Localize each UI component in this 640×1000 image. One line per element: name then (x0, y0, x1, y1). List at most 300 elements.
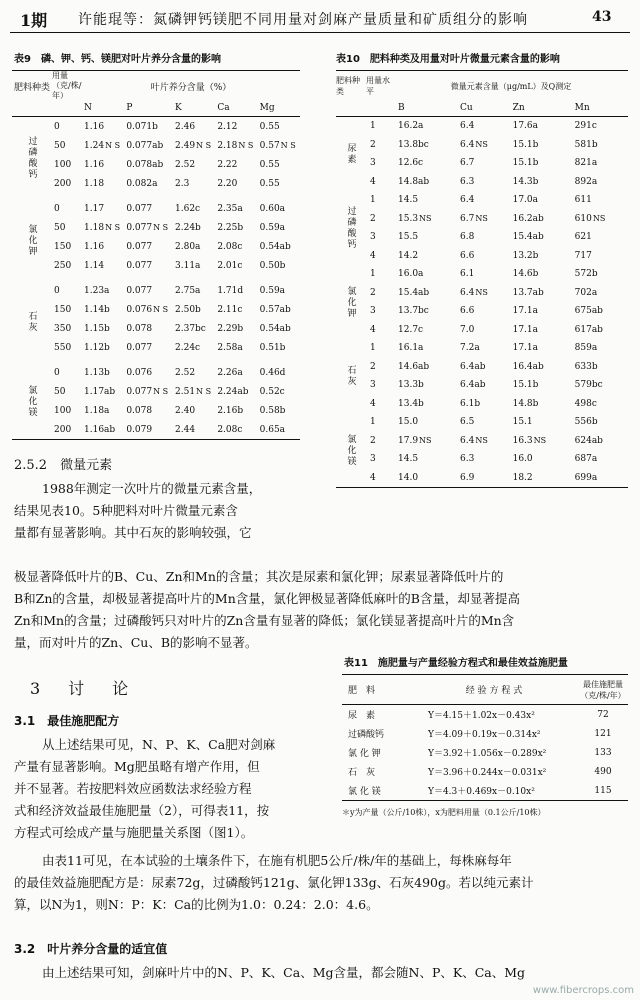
table10-row (336, 117, 628, 136)
table10-cell: 699a (574, 472, 598, 483)
table10-cell: 633b (574, 361, 598, 372)
table9-cell: 550 (54, 342, 72, 353)
table10-header-group: 微量元素含量（μg/mL）及Q测定 (450, 81, 572, 91)
table9-cell: 2.46 (175, 121, 196, 132)
text-line: 并不显著。若按肥料效应函数法求经验方程 (14, 781, 252, 796)
table9-cell: 0.077N S (126, 386, 169, 397)
table9-cell: 2.44 (175, 424, 196, 435)
table10-cell: 16.4ab (512, 361, 544, 372)
table10-cell: 6.3 (460, 176, 475, 187)
table10-cell: 16.3NS (512, 435, 547, 446)
table9-cell: 0.55 (259, 178, 280, 189)
table10-cell: 14.6ab (398, 361, 430, 372)
table9-cell: 0.59a (259, 222, 286, 233)
ns-mark: N S (280, 140, 296, 150)
table9-cell: 50 (54, 140, 66, 151)
table9-cell: 0.078 (126, 405, 153, 416)
table10-row (336, 284, 628, 303)
table9-header-p: P (126, 103, 133, 113)
table9-row (12, 237, 300, 256)
table9-cell: 0.55 (259, 159, 280, 170)
ns-mark: NS (592, 213, 606, 223)
table9-cell: 0 (54, 367, 60, 378)
table9-cell: 1.16 (84, 121, 105, 132)
table9-cell: 0.57ab (259, 304, 291, 315)
table9-cell: 0 (54, 285, 60, 296)
table10-cell: 610NS (574, 213, 606, 224)
table9-cell: 0.54ab (259, 241, 291, 252)
table11-equation: Y＝3.96＋0.244x－0.031x² (428, 768, 547, 778)
table10-header-cu: Cu (460, 103, 473, 113)
text-line: 方程式可绘成产量与施肥量关系图（图1）。 (14, 825, 254, 840)
table9-row (12, 401, 300, 420)
table10-cell: 17.6a (512, 121, 539, 132)
table9-cell: 2.08c (217, 424, 243, 435)
table11-fert: 氯 化 钾 (348, 749, 381, 759)
table10-row (336, 358, 628, 377)
table11-equation: Y＝3.92＋1.056x－0.289x² (428, 749, 547, 759)
table10-cell: 6.8 (460, 232, 475, 243)
table9-row (12, 338, 300, 363)
table10-cell: 2 (370, 361, 376, 372)
table10-cell: 14.0 (398, 472, 419, 483)
table10-row (336, 450, 628, 469)
table11-best: 72 (597, 709, 609, 720)
table9-cell: 50 (54, 222, 66, 233)
ns-mark: NS (475, 213, 488, 223)
table9-cell: 1.13b (84, 367, 110, 378)
table9-header-rate: 用量（克/株/年） (52, 71, 82, 100)
table9-cell: 2.75a (175, 285, 201, 296)
table10-cell: 16.2ab (512, 213, 544, 224)
table10-cell: 6.6 (460, 306, 475, 317)
table9-cell: 250 (54, 260, 72, 271)
table11-fert: 氯 化 镁 (348, 787, 381, 797)
table9-cell: 200 (54, 424, 72, 435)
table11-header-fert: 肥 料 (348, 686, 376, 696)
table9-header-blank (12, 101, 52, 117)
table9-cell: 2.24ab (217, 386, 249, 397)
table11-caption: 表11 施肥量与产量经验方程式和最佳效益施肥量 (344, 658, 568, 669)
table9-header-k: K (175, 103, 182, 113)
text-line: 结果见表10。5种肥料对叶片微量元素含 (14, 503, 238, 518)
table10-cell: 15.1 (512, 417, 533, 428)
table10-cell: 13.3b (398, 380, 424, 391)
table10-cell: 1 (370, 343, 376, 354)
ns-mark: NS (475, 139, 488, 149)
table10-cell: 6.4 (460, 195, 475, 206)
table9-cell: 2.20 (217, 178, 238, 189)
table11-note: ＊y为产量（公斤/10株），x为肥料用量（0.1公斤/10株） (342, 808, 546, 817)
table9-cell: 2.49N S (175, 140, 212, 151)
table9-cell: 100 (54, 159, 72, 170)
table9-cell: 0.51b (259, 342, 286, 353)
table10-fert-name: 尿素 (345, 143, 356, 165)
table10-cell: 892a (574, 176, 598, 187)
table10-cell: 1 (370, 269, 376, 280)
table10-row (336, 413, 628, 432)
table9-cell: 2.80a (175, 241, 201, 252)
table9-cell: 0.079 (126, 424, 153, 435)
table9-cell: 1.24N S (84, 140, 121, 151)
table9-cell: 0.52c (259, 386, 285, 397)
table9-header-mg: Mg (259, 103, 275, 113)
table9-header-n: N (84, 103, 92, 113)
table10-fert-name: 氯化钾 (345, 285, 356, 319)
table10-header-b: B (398, 103, 405, 113)
table9-cell: 1.14b (84, 304, 110, 315)
table10-cell: 579bc (574, 380, 603, 391)
ns-mark: N S (153, 304, 169, 314)
table10-cell: 4 (370, 324, 376, 335)
table11-equation: Y＝4.3＋0.469x－0.10x² (428, 787, 535, 797)
table10-cell: 621 (574, 232, 592, 243)
table10-row (336, 339, 628, 358)
table11-equation: Y＝4.15＋1.02x－0.43x² (428, 711, 535, 721)
table9-cell: 0.078 (126, 323, 153, 334)
table10-cell: 15.3NS (398, 213, 432, 224)
table9-cell: 100 (54, 405, 72, 416)
table9-fert-name: 氯化镁 (26, 384, 37, 418)
section-3-1-para2 (14, 850, 628, 916)
table10-cell: 15.1b (512, 380, 539, 391)
table10-cell: 17.9NS (398, 435, 432, 446)
table10-row (336, 265, 628, 284)
table9-cell: 1.15b (84, 323, 110, 334)
table10-cell: 15.0 (398, 417, 419, 428)
table9-row (12, 420, 300, 440)
table10-cell: 16.2a (398, 121, 424, 132)
table9-cell: 0.54ab (259, 323, 291, 334)
table10-cell: 15.5 (398, 232, 419, 243)
text-line: B和Zn的含量，却极显著提高叶片的Mn含量，氯化钾极显著降低麻叶的B含量，却显著提高 (14, 591, 520, 606)
text-line: 极显著降低叶片的B、Cu、Zn和Mn的含量；其次是尿素和氯化钾；尿素显著降低叶片的 (14, 569, 504, 584)
table9-row (12, 136, 300, 155)
ns-mark: NS (419, 435, 432, 445)
ns-mark: NS (475, 435, 488, 445)
table10-row (336, 432, 628, 451)
table10-cell: 16.0 (512, 454, 533, 465)
table9-row (12, 199, 300, 218)
table9-cell: 0.65a (259, 424, 286, 435)
table9-cell: 2.35a (217, 203, 243, 214)
table10-row (336, 191, 628, 210)
table9-cell: 1.23a (84, 285, 110, 296)
section-3-1-heading: 3.1 最佳施肥配方 (14, 714, 120, 728)
table9-cell: 2.01c (217, 260, 243, 271)
table10-cell: 15.4ab (512, 232, 544, 243)
table9-cell: 150 (54, 304, 72, 315)
table9-cell: 1.18N S (84, 222, 121, 233)
table10-cell: 2 (370, 435, 376, 446)
header-rule (10, 32, 630, 33)
table11-best: 121 (594, 728, 612, 739)
table9-caption: 表9 磷、钾、钙、镁肥对叶片养分含量的影响 (14, 54, 221, 65)
table10-header-fert: 肥料种类 (336, 76, 360, 96)
table9-cell: 0 (54, 203, 60, 214)
table10-cell: 13.2b (512, 250, 539, 261)
table9-cell: 50 (54, 386, 66, 397)
ns-mark: N S (238, 140, 254, 150)
ns-mark: NS (419, 213, 432, 223)
table11-fert: 尿 素 (348, 711, 376, 721)
table9-row (12, 256, 300, 281)
table11-fert: 过磷酸钙 (348, 730, 385, 740)
table11-equation: Y＝4.09＋0.19x－0.314x² (428, 730, 541, 740)
text-line: 算，以N为1，则N：P：K：Ca的比例为1.0：0.24：2.0：4.6。 (14, 897, 379, 912)
table10-cell: 2 (370, 139, 376, 150)
table9-cell: 1.71d (217, 285, 244, 296)
table10-cell: 13.8bc (398, 139, 429, 150)
table10-cell: 6.4NS (460, 139, 488, 150)
table9-cell: 1.16 (84, 241, 105, 252)
table9-cell: 2.18N S (217, 140, 254, 151)
table9-row (12, 218, 300, 237)
table11-header-best: 最佳施肥量（克/株/年） (580, 679, 626, 700)
table10-cell: 13.4b (398, 398, 424, 409)
ns-mark: N S (196, 386, 212, 396)
table10-cell: 17.1a (512, 324, 539, 335)
table9-header-fert: 肥料种类 (14, 82, 51, 93)
table10-cell: 4 (370, 472, 376, 483)
table11 (342, 674, 628, 818)
table9-row (12, 174, 300, 199)
section-3-2-para: 由上述结果可知，剑麻叶片中的N、P、K、Ca、Mg含量，都会随N、P、K、Ca、Mg (42, 965, 526, 980)
table9-row (12, 300, 300, 319)
table9-cell: 0.077 (126, 285, 153, 296)
table10-cell: 6.6 (460, 250, 475, 261)
table9-header-blank (52, 101, 82, 117)
ns-mark: N S (196, 140, 212, 150)
table9-cell: 2.58a (217, 342, 243, 353)
table10-cell: 18.2 (512, 472, 533, 483)
table11-row (342, 724, 628, 743)
table11-row (342, 743, 628, 762)
table10-cell: 611 (574, 195, 592, 206)
text-line: 式和经济效益最佳施肥量（2），可得表11，按 (14, 803, 270, 818)
ns-mark: N S (153, 386, 169, 396)
text-line: 由表11可见，在本试验的土壤条件下，在施有机肥5公斤/株/年的基础上，每株麻每年 (42, 853, 512, 868)
table10-row (336, 173, 628, 192)
table10-cell: 16.0a (398, 269, 424, 280)
table11-row (342, 705, 628, 725)
table9-fert-name: 氯化钾 (26, 223, 37, 257)
table10-header-mn: Mn (574, 103, 590, 113)
table9-cell: 2.24b (175, 222, 201, 233)
table10-row (336, 302, 628, 321)
table9-row (12, 363, 300, 382)
ns-mark: NS (533, 435, 547, 445)
table10-cell: 624ab (574, 435, 603, 446)
table10-cell: 3 (370, 454, 376, 465)
table9-row (12, 117, 300, 137)
table10-row (336, 395, 628, 414)
section-3-heading: 3 讨 论 (30, 679, 135, 698)
table9-cell: 1.16 (84, 159, 105, 170)
table10-cell: 13.7bc (398, 306, 429, 317)
table10-cell: 6.4ab (460, 380, 486, 391)
table10-fert-name: 过磷酸钙 (345, 206, 356, 250)
table10-cell: 14.2 (398, 250, 419, 261)
table10-cell: 14.5 (398, 454, 419, 465)
table10-cell: 12.7c (398, 324, 424, 335)
text-line: 量，而对叶片的Zn、Cu、B的影响不显著。 (14, 635, 258, 650)
table9-cell: 2.3 (175, 178, 190, 189)
table10-cell: 6.7 (460, 158, 475, 169)
text-line: 的最佳效益施肥配方是：尿素72g，过磷酸钙121g、氯化钾133g、石灰490g。若以纯元素计 (14, 875, 534, 890)
table10-cell: 2 (370, 213, 376, 224)
table9-cell: 0.60a (259, 203, 286, 214)
table9-row (12, 155, 300, 174)
table9-cell: 2.12 (217, 121, 238, 132)
table10-cell: 291c (574, 121, 597, 132)
table10-row (336, 376, 628, 395)
table9-cell: 2.52 (175, 367, 196, 378)
table9-fert-name: 石灰 (26, 311, 37, 333)
table9-cell: 0 (54, 121, 60, 132)
table10-cell: 1 (370, 195, 376, 206)
table10-cell: 702a (574, 287, 598, 298)
table10-cell: 2 (370, 287, 376, 298)
table9-cell: 2.26a (217, 367, 243, 378)
table10-cell: 498c (574, 398, 597, 409)
table10-row (336, 469, 628, 488)
table10-cell: 14.3b (512, 176, 539, 187)
table10-row (336, 136, 628, 155)
table9-cell: 1.18 (84, 178, 105, 189)
table9-header-group: 叶片养分含量（%） (150, 82, 232, 93)
table9-cell: 1.17ab (84, 386, 116, 397)
table10-cell: 15.1b (512, 139, 539, 150)
table11-row (342, 762, 628, 781)
table9-cell: 150 (54, 241, 72, 252)
table9-cell: 0.077N S (126, 222, 169, 233)
table11-fert: 石 灰 (348, 768, 376, 778)
section-2-5-2-heading: 2.5.2 微量元素 (14, 458, 113, 473)
issue-number: 1期 (20, 11, 48, 30)
ns-mark: N S (105, 140, 121, 150)
section-2-5-2-para-left (14, 478, 332, 544)
table9-cell: 2.16b (217, 405, 244, 416)
table10-cell: 556b (574, 417, 598, 428)
table10-cell: 6.5 (460, 417, 475, 428)
table9-cell: 0.082a (126, 178, 158, 189)
table10-cell: 1 (370, 417, 376, 428)
table9-cell: 1.18a (84, 405, 110, 416)
table9-row (12, 382, 300, 401)
table9-cell: 0.077 (126, 342, 153, 353)
table10-row (336, 210, 628, 229)
table10-cell: 17.1a (512, 306, 539, 317)
watermark: www.fibercrops.com (532, 985, 634, 996)
table11-best: 133 (594, 747, 612, 758)
table9-cell: 0.59a (259, 285, 286, 296)
table9-cell: 2.22 (217, 159, 238, 170)
table10-cell: 7.0 (460, 324, 475, 335)
table10-cell: 16.1a (398, 343, 424, 354)
table10-cell: 6.4 (460, 121, 475, 132)
table9-cell: 0.077 (126, 203, 153, 214)
table9-cell: 0.46d (259, 367, 286, 378)
table9-cell: 2.51N S (175, 386, 212, 397)
table9-cell: 1.12b (84, 342, 110, 353)
table11-header-eq: 经 验 方 程 式 (465, 686, 523, 696)
table10-cell: 581b (574, 139, 598, 150)
table11-row (342, 781, 628, 801)
table10-cell: 6.3 (460, 454, 475, 465)
table10-cell: 6.9 (460, 472, 475, 483)
table10-cell: 4 (370, 176, 376, 187)
table10-caption: 表10 肥料种类及用量对叶片微量元素含量的影响 (336, 54, 560, 65)
table10-cell: 717 (574, 250, 592, 261)
table10-cell: 14.8ab (398, 176, 430, 187)
table10-cell: 7.2a (460, 343, 480, 354)
table9-cell: 0.071b (126, 121, 158, 132)
table9-cell: 0.57N S (259, 140, 296, 151)
table10-cell: 821a (574, 158, 598, 169)
table10-fert-name: 石灰 (345, 365, 356, 387)
table9-cell: 1.62c (175, 203, 201, 214)
table9-header-ca: Ca (217, 103, 230, 113)
table9-cell: 200 (54, 178, 72, 189)
table10-cell: 6.4NS (460, 435, 488, 446)
table10-cell: 3 (370, 158, 376, 169)
text-line: 1988年测定一次叶片的微量元素含量， (42, 481, 262, 496)
table9-cell: 0.077 (126, 260, 153, 271)
section-3-2-heading: 3.2 叶片养分含量的适宜值 (14, 942, 168, 956)
table9-cell: 2.25b (217, 222, 244, 233)
table9-cell: 2.52 (175, 159, 196, 170)
ns-mark: NS (475, 287, 488, 297)
table10-cell: 6.4ab (460, 361, 486, 372)
table10-fert-name: 氯化镁 (345, 433, 356, 467)
table10-row (336, 154, 628, 173)
table10-header-blank (336, 101, 366, 117)
table9-cell: 0.55 (259, 121, 280, 132)
table10-cell: 859a (574, 343, 598, 354)
table10-cell: 12.6c (398, 158, 424, 169)
table9-cell: 0.077ab (126, 140, 164, 151)
table9-cell: 3.11a (175, 260, 201, 271)
table10-cell: 675ab (574, 306, 603, 317)
table9-cell: 2.50b (175, 304, 201, 315)
table10-row (336, 228, 628, 247)
table10-cell: 17.1a (512, 343, 539, 354)
ns-mark: N S (105, 222, 121, 232)
table9-fert-name: 过磷酸钙 (26, 136, 37, 180)
table10-cell: 6.1 (460, 269, 475, 280)
table9-cell: 2.29b (217, 323, 244, 334)
table10-cell: 15.4ab (398, 287, 430, 298)
table10-cell: 572b (574, 269, 598, 280)
text-line: 产量有显著影响。Mg肥虽略有增产作用，但 (14, 759, 260, 774)
table10-cell: 4 (370, 250, 376, 261)
table10-cell: 17.0a (512, 195, 539, 206)
table10-cell: 4 (370, 398, 376, 409)
table9-cell: 1.17 (84, 203, 105, 214)
table10-header-level: 用量水平 (366, 76, 390, 96)
table9-cell: 0.50b (259, 260, 286, 271)
table10-cell: 15.1b (512, 158, 539, 169)
table10-cell: 1 (370, 121, 376, 132)
table10-cell: 617ab (574, 324, 603, 335)
page-number: 43 (592, 9, 612, 25)
table10-cell: 14.5 (398, 195, 419, 206)
table10-header-blank (366, 101, 394, 117)
table11-best: 490 (594, 766, 612, 777)
table9 (12, 70, 300, 440)
text-line: Zn和Mn的含量；过磷酸钙只对叶片的Zn含量有显著的降低；氯化镁显著提高叶片的Mn含 (14, 613, 515, 628)
